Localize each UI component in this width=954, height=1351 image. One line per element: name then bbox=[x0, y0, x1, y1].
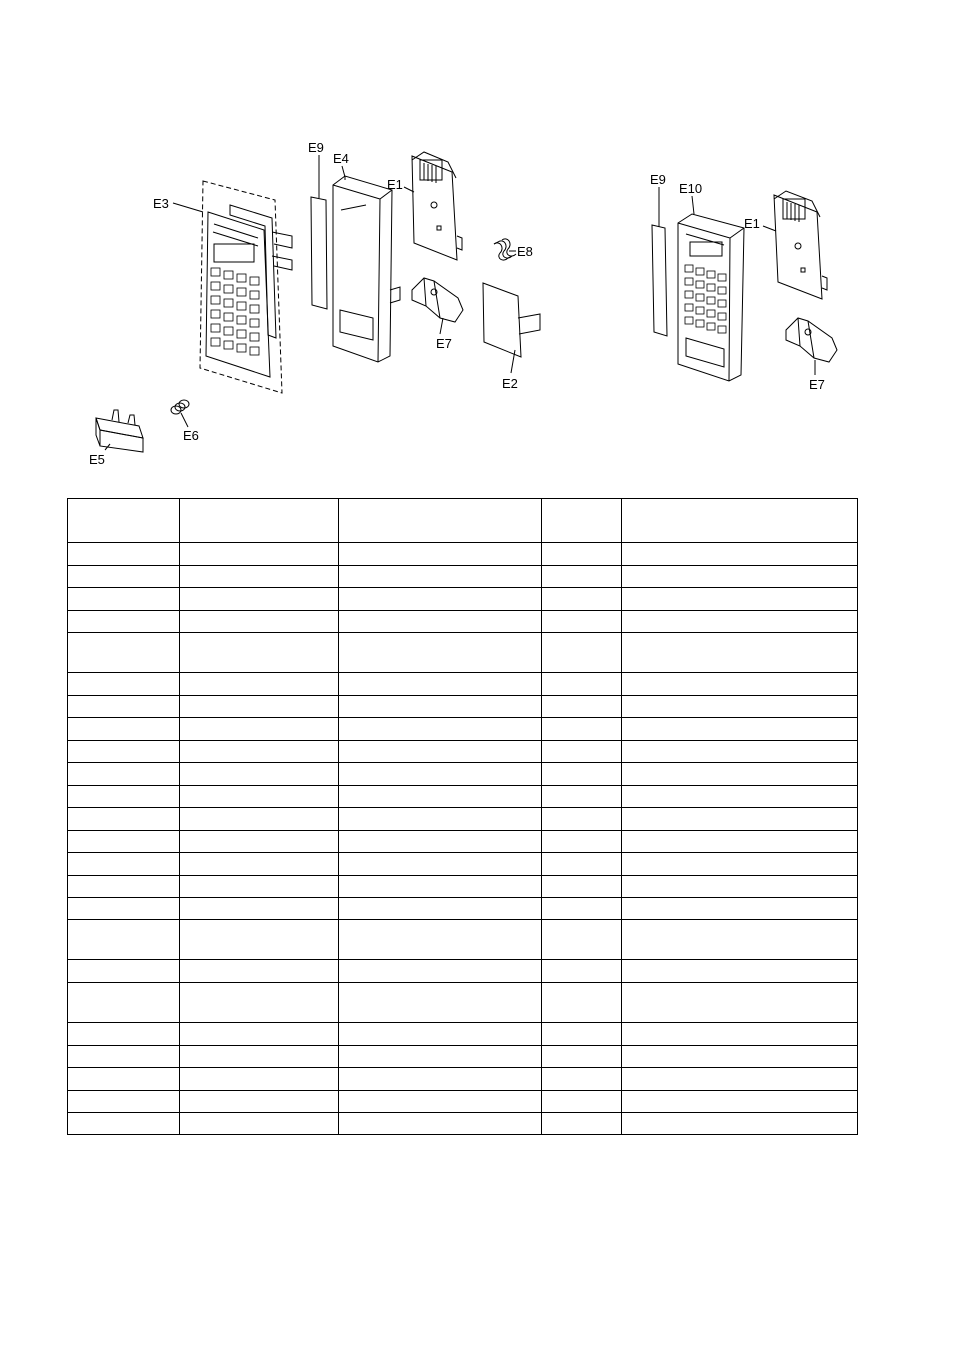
table-cell bbox=[542, 876, 622, 898]
table-row bbox=[68, 566, 858, 588]
table-row bbox=[68, 1113, 858, 1135]
table-cell bbox=[180, 831, 339, 853]
table-cell bbox=[180, 696, 339, 718]
exploded-parts-diagram bbox=[0, 0, 954, 490]
e1-pcb-right bbox=[774, 191, 827, 299]
callout-e3: E3 bbox=[153, 196, 169, 211]
e5-door-key bbox=[96, 410, 143, 452]
table-row bbox=[68, 920, 858, 960]
table-cell bbox=[68, 1046, 180, 1068]
callout-e1-right: E1 bbox=[744, 216, 760, 231]
table-cell bbox=[622, 853, 858, 876]
table-cell bbox=[339, 898, 542, 920]
table-cell bbox=[339, 960, 542, 983]
callout-e4: E4 bbox=[333, 151, 349, 166]
parts-list-table bbox=[67, 498, 858, 1135]
table-cell bbox=[68, 960, 180, 983]
table-cell bbox=[68, 696, 180, 718]
table-cell bbox=[339, 808, 542, 831]
table-cell bbox=[542, 1091, 622, 1113]
table-row bbox=[68, 1091, 858, 1113]
e10-control-panel-assembly bbox=[678, 214, 744, 381]
table-cell bbox=[622, 831, 858, 853]
table-cell bbox=[339, 718, 542, 741]
table-cell bbox=[542, 763, 622, 786]
table-row bbox=[68, 718, 858, 741]
table-row bbox=[68, 853, 858, 876]
table-cell bbox=[622, 673, 858, 696]
table-cell bbox=[68, 876, 180, 898]
table-row bbox=[68, 1046, 858, 1068]
table-cell bbox=[622, 786, 858, 808]
table-cell bbox=[180, 566, 339, 588]
table-cell bbox=[339, 1113, 542, 1135]
callout-e2: E2 bbox=[502, 376, 518, 391]
table-cell bbox=[339, 566, 542, 588]
callout-e8: E8 bbox=[517, 244, 533, 259]
table-cell bbox=[542, 786, 622, 808]
callout-e10: E10 bbox=[679, 181, 703, 196]
table-cell bbox=[542, 808, 622, 831]
table-row bbox=[68, 983, 858, 1023]
table-cell bbox=[68, 763, 180, 786]
table-cell bbox=[180, 876, 339, 898]
table-cell bbox=[622, 741, 858, 763]
table-cell bbox=[68, 718, 180, 741]
table-cell bbox=[339, 831, 542, 853]
table-header-cell bbox=[180, 499, 339, 543]
table-cell bbox=[339, 1091, 542, 1113]
callout-e7-right: E7 bbox=[809, 377, 825, 392]
table-cell bbox=[180, 1023, 339, 1046]
table-cell bbox=[622, 1113, 858, 1135]
table-cell bbox=[180, 1113, 339, 1135]
e2-insulation-sheet bbox=[483, 283, 540, 357]
table-cell bbox=[68, 853, 180, 876]
callout-e9-left: E9 bbox=[308, 140, 324, 155]
table-cell bbox=[180, 588, 339, 611]
table-cell bbox=[339, 920, 542, 960]
table-cell bbox=[339, 633, 542, 673]
table-cell bbox=[542, 588, 622, 611]
table-cell bbox=[339, 696, 542, 718]
table-cell bbox=[542, 673, 622, 696]
table-row bbox=[68, 763, 858, 786]
table-cell bbox=[339, 1068, 542, 1091]
table-cell bbox=[180, 1091, 339, 1113]
table-cell bbox=[180, 718, 339, 741]
table-cell bbox=[68, 673, 180, 696]
table-cell bbox=[68, 1113, 180, 1135]
table-cell bbox=[622, 718, 858, 741]
e4-panel-frame bbox=[333, 176, 400, 362]
table-row bbox=[68, 960, 858, 983]
e6-spring bbox=[171, 400, 189, 414]
table-cell bbox=[68, 611, 180, 633]
table-cell bbox=[68, 741, 180, 763]
table-cell bbox=[542, 1068, 622, 1091]
table-row bbox=[68, 696, 858, 718]
e9-strip-right bbox=[652, 225, 667, 336]
table-cell bbox=[542, 741, 622, 763]
table-cell bbox=[180, 960, 339, 983]
callout-e1-left: E1 bbox=[387, 177, 403, 192]
table-cell bbox=[339, 543, 542, 566]
table-row bbox=[68, 1023, 858, 1046]
table-cell bbox=[542, 853, 622, 876]
table-cell bbox=[180, 611, 339, 633]
table-header-cell bbox=[542, 499, 622, 543]
table-cell bbox=[542, 1046, 622, 1068]
table-cell bbox=[180, 1046, 339, 1068]
table-cell bbox=[622, 566, 858, 588]
table-cell bbox=[542, 831, 622, 853]
table-cell bbox=[542, 696, 622, 718]
table-row bbox=[68, 741, 858, 763]
table-cell bbox=[180, 633, 339, 673]
table-cell bbox=[68, 898, 180, 920]
table-cell bbox=[339, 1046, 542, 1068]
table-cell bbox=[622, 1091, 858, 1113]
e7-latch-right bbox=[786, 318, 837, 362]
table-cell bbox=[180, 920, 339, 960]
table-row bbox=[68, 831, 858, 853]
table-cell bbox=[542, 983, 622, 1023]
table-cell bbox=[68, 1091, 180, 1113]
table-cell bbox=[339, 763, 542, 786]
table-cell bbox=[68, 543, 180, 566]
e3-keypad-membrane bbox=[206, 212, 270, 377]
table-cell bbox=[339, 673, 542, 696]
callout-e9-right: E9 bbox=[650, 172, 666, 187]
table-cell bbox=[622, 696, 858, 718]
callout-e7-left: E7 bbox=[436, 336, 452, 351]
table-row bbox=[68, 543, 858, 566]
table-cell bbox=[68, 983, 180, 1023]
table-row bbox=[68, 786, 858, 808]
table-cell bbox=[339, 1023, 542, 1046]
table-cell bbox=[339, 588, 542, 611]
table-cell bbox=[622, 960, 858, 983]
table-cell bbox=[622, 920, 858, 960]
table-cell bbox=[180, 808, 339, 831]
table-cell bbox=[622, 983, 858, 1023]
table-cell bbox=[180, 898, 339, 920]
table-cell bbox=[622, 588, 858, 611]
table-cell bbox=[180, 763, 339, 786]
table-cell bbox=[339, 786, 542, 808]
table-cell bbox=[542, 633, 622, 673]
table-cell bbox=[68, 808, 180, 831]
e8-ribbon-cable bbox=[494, 239, 516, 260]
table-cell bbox=[180, 853, 339, 876]
table-cell bbox=[68, 786, 180, 808]
table-header-cell bbox=[68, 499, 180, 543]
table-cell bbox=[339, 876, 542, 898]
table-row bbox=[68, 808, 858, 831]
table-cell bbox=[180, 741, 339, 763]
table-cell bbox=[542, 1113, 622, 1135]
table-cell bbox=[339, 741, 542, 763]
e1-pcb-left bbox=[412, 152, 462, 260]
table-cell bbox=[542, 1023, 622, 1046]
table-cell bbox=[622, 898, 858, 920]
table-cell bbox=[339, 983, 542, 1023]
table-cell bbox=[180, 1068, 339, 1091]
callout-e6: E6 bbox=[183, 428, 199, 443]
table-row bbox=[68, 673, 858, 696]
table-cell bbox=[622, 876, 858, 898]
table-row bbox=[68, 898, 858, 920]
table-row bbox=[68, 611, 858, 633]
e9-strip-left bbox=[311, 197, 327, 309]
table-cell bbox=[622, 543, 858, 566]
table-row bbox=[68, 876, 858, 898]
table-cell bbox=[622, 1068, 858, 1091]
table-cell bbox=[68, 633, 180, 673]
table-cell bbox=[68, 920, 180, 960]
table-header-row bbox=[68, 499, 858, 543]
table-cell bbox=[622, 1023, 858, 1046]
table-cell bbox=[180, 983, 339, 1023]
table-cell bbox=[339, 853, 542, 876]
table-cell bbox=[68, 1023, 180, 1046]
e7-latch-left bbox=[412, 278, 463, 322]
table-cell bbox=[622, 1046, 858, 1068]
table-cell bbox=[622, 763, 858, 786]
table-cell bbox=[542, 920, 622, 960]
table-cell bbox=[622, 808, 858, 831]
table-cell bbox=[68, 831, 180, 853]
table-cell bbox=[180, 786, 339, 808]
table-cell bbox=[542, 718, 622, 741]
table-cell bbox=[622, 611, 858, 633]
table-cell bbox=[68, 588, 180, 611]
table-cell bbox=[180, 673, 339, 696]
table-cell bbox=[339, 611, 542, 633]
table-header-cell bbox=[622, 499, 858, 543]
table-row bbox=[68, 633, 858, 673]
table-cell bbox=[542, 566, 622, 588]
table-cell bbox=[180, 543, 339, 566]
table-cell bbox=[622, 633, 858, 673]
table-cell bbox=[542, 898, 622, 920]
table-cell bbox=[68, 566, 180, 588]
table-row bbox=[68, 588, 858, 611]
table-cell bbox=[68, 1068, 180, 1091]
table-cell bbox=[542, 960, 622, 983]
table-header-cell bbox=[339, 499, 542, 543]
table-row bbox=[68, 1068, 858, 1091]
table-cell bbox=[542, 611, 622, 633]
table-cell bbox=[542, 543, 622, 566]
callout-e5: E5 bbox=[89, 452, 105, 467]
